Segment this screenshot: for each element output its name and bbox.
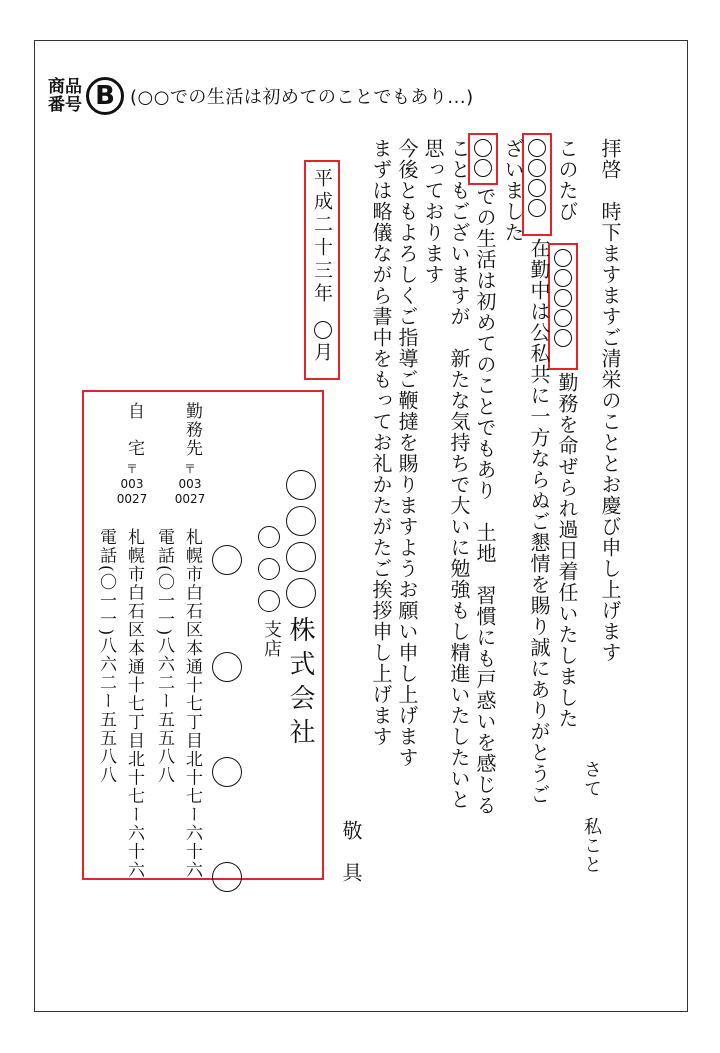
company-ring-3 [286, 542, 316, 572]
home-postal-mark: 〒 [125, 462, 138, 476]
letter-line-5a: での生活は初めてのことでもあり 土地 習慣にも戸惑いを感じる [473, 186, 497, 816]
work-phone: 電話(〇一一)八六二ー五五八八 [154, 528, 174, 785]
branch-suffix: 支店 [261, 620, 282, 658]
work-postal-mark: 〒 [183, 462, 196, 476]
name-ring-1 [212, 545, 242, 575]
placeholder-rings-place [527, 138, 547, 218]
letter-line-5b: こともございますが 新たな気持ちで大いに勉強もし精進いたしたいと [447, 138, 471, 810]
company-ring-2 [286, 506, 316, 536]
home-postal [116, 462, 148, 507]
company-ring-1 [286, 470, 316, 500]
product-label [48, 78, 82, 114]
product-label-line2: 番号 [48, 95, 82, 115]
letter-line-7: 今後ともよろしくご指導ご鞭撻を賜りますようお願い申し上げます [395, 138, 419, 768]
letter-line-1: 拝啓 時下ますますご清栄のこととお慶び申し上げます [598, 138, 622, 663]
name-ring-3 [212, 757, 242, 787]
name-ring-4 [212, 862, 242, 892]
letter-line-4a: 在勤中は公私共に一方ならぬご懇情を賜り誠にありがとうご [527, 238, 551, 805]
branch-ring-1 [258, 526, 280, 548]
work-label: 勤務先 [182, 402, 202, 458]
product-description: (○○での生活は初めてのことでもあり...) [130, 87, 474, 108]
name-ring-2 [212, 652, 242, 682]
letter-line-3a: このたび [555, 138, 579, 222]
home-postal-a: 003 [120, 477, 144, 491]
letter-line-4b: ざいました [501, 138, 525, 243]
placeholder-rings-company [553, 248, 573, 348]
work-address: 札幌市白石区本通十七丁目北十七ー六十六 [182, 528, 202, 880]
letter-line-6: 思っております [421, 138, 445, 285]
home-phone: 電話(〇一一)八六二ー五五八八 [96, 528, 116, 785]
product-code-badge: B [86, 77, 124, 115]
product-code-header [48, 76, 474, 116]
home-address: 札幌市白石区本通十七丁目北十七ー六十六 [124, 528, 144, 880]
branch-ring-2 [258, 558, 280, 580]
letter-line-3b: 勤務を命ぜられ過日着任いたしました [555, 372, 579, 729]
product-label-line1: 商品 [48, 77, 82, 97]
letter-closing: 敬 具 [339, 820, 363, 883]
letter-line-2: さて 私こと [581, 760, 602, 874]
company-ring-4 [286, 578, 316, 608]
letter-line-8: まずは略儀ながら書中をもってお礼かたがたご挨拶申し上げます [369, 138, 393, 747]
work-postal-a: 003 [178, 477, 202, 491]
company-suffix: 株式会社 [285, 616, 315, 752]
branch-ring-3 [258, 590, 280, 612]
work-postal [174, 462, 206, 507]
home-label: 自 宅 [124, 402, 144, 458]
work-postal-b: 0027 [174, 492, 206, 506]
home-postal-b: 0027 [116, 492, 148, 506]
date-month-ring [313, 320, 333, 340]
date-month: 月 [311, 342, 333, 362]
placeholder-rings-city [473, 138, 493, 178]
date-year: 平成二十三年 [311, 168, 333, 306]
